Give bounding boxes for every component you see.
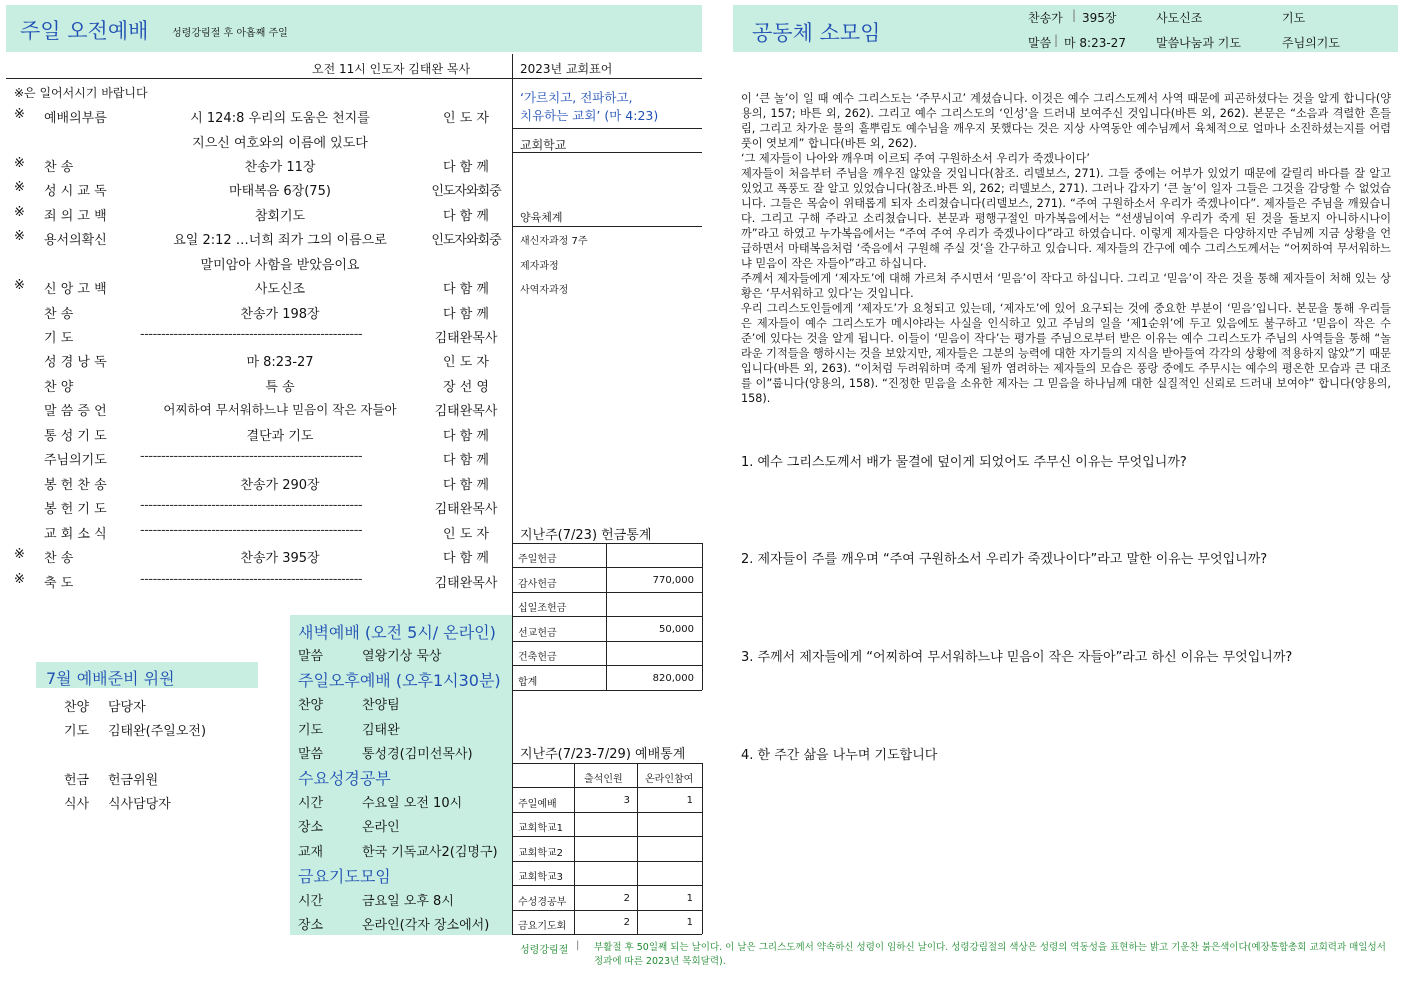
item-content: 참회기도	[254, 209, 306, 224]
friday-value: 금요일 오후 8시	[362, 894, 454, 909]
afternoon-value: 찬양팀	[362, 698, 400, 713]
divider	[637, 763, 638, 934]
attendance-title: 지난주(7/23-7/29) 예배통계	[520, 747, 686, 762]
edu-item: 새신자과정 7주	[520, 236, 588, 247]
afternoon-value: 김태완	[362, 723, 400, 738]
item-name: 성 경 낭 독	[44, 355, 107, 370]
service-row	[0, 274, 512, 298]
item-name: 봉 헌 찬 송	[44, 478, 107, 493]
item-content: 지으신 여호와의 이름에 있도다	[192, 136, 368, 151]
online-count: 1	[686, 917, 693, 928]
item-content: 요일 2:12 …너희 죄가 그의 이름으로	[173, 233, 387, 248]
item-name: 죄 의 고 백	[44, 209, 107, 224]
offering-label: 합계	[518, 677, 538, 688]
motto-line1: ‘가르치고, 전파하고,	[520, 90, 633, 105]
discussion-question: 1. 예수 그리스도께서 배가 물결에 덮이게 되었어도 주무신 이유는 무엇입니까?	[741, 455, 1187, 470]
attendance-count: 2	[623, 917, 630, 928]
item-name: 찬 송	[44, 307, 74, 322]
item-leader: 인 도 자	[443, 355, 489, 370]
item-name: 찬 양	[44, 380, 74, 395]
committee-value: 담당자	[108, 700, 146, 715]
meditation-paragraph: 이 ‘큰 놀’이 일 때 예수 그리스도는 ‘주무시고’ 계셨습니다. 이것은 예수 그리스도께서 사역 때문에 피곤하셨다는 것을 알게 합니다(양용의, 157; 바튼 외, 262). 그리고 예수 그리스도의 ‘인성’을 드러내 보여주신 것입니다(바튼 외, 262). 본문은 “소음과 격렬한 흔들림, 그리고 차가운 물의 흩뿌림도 예수님을 깨우지 못했다는 것은 지상 사역동안 예수님께서 육체적으로 얼마나 소진하셨는지를 어렴풋이 엿보게” 합니다(바튼 외, 262).	[741, 92, 1391, 150]
discussion-question: 2. 제자들이 주를 깨우며 “주여 구원하소서 우리가 죽겠나이다”라고 말한 이유는 무엇입니까?	[741, 552, 1268, 567]
item-leader: 인도자와회중	[431, 184, 501, 199]
service-row	[0, 201, 512, 225]
item-content: 특 송	[265, 380, 295, 395]
attendance-label: 금요기도회	[518, 921, 567, 932]
committee-key: 식사	[64, 797, 90, 812]
divider	[6, 78, 702, 79]
divider	[512, 665, 702, 666]
word-label: 말씀	[1028, 36, 1052, 50]
committee-key: 기도	[64, 724, 90, 739]
offering-amount: 820,000	[652, 673, 694, 684]
wednesday-key: 장소	[298, 820, 324, 835]
dawn-key: 말씀	[298, 649, 324, 664]
item-leader: 인 도 자	[443, 527, 489, 542]
small-group-title: 공동체 소모임	[752, 21, 881, 45]
footer-label: 성령강림절	[520, 945, 569, 956]
service-time-leader: 오전 11시 인도자 김태완 목사	[312, 62, 471, 76]
divider	[606, 543, 607, 690]
edu-label: 양육체계	[520, 211, 563, 224]
item-leader: 인 도 자	[443, 111, 489, 126]
offering-label: 주일헌금	[518, 554, 557, 565]
item-content: 찬송가 290장	[240, 478, 320, 493]
service-row	[0, 372, 512, 396]
divider	[512, 641, 702, 642]
service-row	[0, 421, 512, 445]
item-name: 통 성 기 도	[44, 429, 107, 444]
stand-mark: ※	[14, 156, 25, 171]
item-content: 찬송가 395장	[240, 551, 320, 566]
offering-label: 선교헌금	[518, 628, 557, 639]
service-row	[0, 347, 512, 371]
item-name: 성 시 교 독	[44, 184, 107, 199]
friday-prayer-title: 금요기도모임	[298, 867, 391, 886]
service-row	[0, 128, 512, 152]
item-content: 시 124:8 우리의 도움은 천지를	[190, 111, 370, 126]
divider	[512, 592, 702, 593]
stand-mark: ※	[14, 180, 25, 195]
afternoon-key: 기도	[298, 723, 324, 738]
edu-item: 제자과정	[520, 261, 559, 272]
service-row	[0, 519, 512, 543]
item-leader: 김태완목사	[434, 331, 498, 346]
word-value: 마 8:23-27	[1064, 36, 1126, 50]
edu-item: 사역자과정	[520, 285, 569, 296]
service-row	[0, 250, 512, 274]
wednesday-key: 시간	[298, 796, 324, 811]
service-row	[0, 494, 512, 518]
divider	[702, 543, 703, 690]
item-leader: 다 함 께	[443, 429, 489, 444]
wednesday-study-title: 수요성경공부	[298, 769, 391, 788]
friday-key: 장소	[298, 918, 324, 933]
item-leader: 인도자와회중	[431, 233, 501, 248]
wednesday-value: 수요일 오전 10시	[362, 796, 463, 811]
attendance-count: 2	[623, 893, 630, 904]
meditation-paragraph: 제자들이 처음부터 주님을 깨우진 않았을 것입니다(참조. 리델보스, 271). 그들 중에는 어부가 있었기 때문에 갈릴리 바다를 잘 알고 있었고 폭풍도 잘 알고 있었습니다(참조.바튼 외, 262; 리델보스, 271). 그러나 갑자기 ‘큰 놀’이 일자 그들은 그것을 감당할 수 없었습니다. 그들은 목숨이 위태롭게 되자 소리쳤습니다(리델보스, 271). “주여 구원하소서 우리가 죽겠나이다”. 제자들은 주님을 깨웠습니다. 그리고 구해 주라고 소리쳤습니다. 본문과 평행구절인 마가복음에서는 “선생님이여 우리가 죽게 된 것을 돌보지 아니하시나이까”라고 하였고 누가복음에서는 “주여 주여 우리가 죽겠나이다”라고 하였습니다. 이렇게 제자들은 다양하지만 주님께 지금 상황을 언급하면서 마태복음처럼 ‘죽음에서 구원해 주실 것’을 간구하고 있습니다. 제자들의 간구에 예수 그리스도께서는 “어찌하여 무서워하느냐 믿음이 작은 자들아”라고 하십니다.	[741, 167, 1391, 270]
item-name: 기 도	[44, 331, 74, 346]
sermon-title: 어찌하여 무서워하느냐 믿음이 작은 자들아	[163, 402, 397, 417]
divider	[512, 128, 702, 129]
lords-prayer: 주님의기도	[1282, 36, 1340, 50]
stand-note: ※은 일어서시기 바랍니다	[14, 86, 148, 100]
divider-mark: |	[1072, 8, 1077, 22]
attendance-count: 3	[623, 795, 630, 806]
stand-mark: ※	[14, 107, 25, 122]
afternoon-service-title: 주일오후예배 (오후1시30분)	[298, 671, 501, 690]
divider	[512, 54, 513, 934]
item-name: 예배의부름	[44, 111, 107, 126]
service-row	[0, 103, 512, 127]
divider	[512, 543, 702, 544]
dashed-filler: -----------------------------------------------------	[140, 572, 363, 587]
attendance-label: 교회학교1	[518, 823, 564, 834]
divider-mark: |	[576, 940, 580, 951]
item-leader: 다 함 께	[443, 160, 489, 175]
page-title: 주일 오전예배	[20, 19, 149, 43]
service-row	[0, 568, 512, 592]
divider	[512, 787, 702, 788]
service-row	[0, 396, 512, 420]
item-name: 찬 송	[44, 551, 74, 566]
item-name: 주님의기도	[44, 453, 107, 468]
service-row	[0, 445, 512, 469]
divider	[574, 763, 575, 934]
offering-label: 감사헌금	[518, 579, 557, 590]
dashed-filler: -----------------------------------------------------	[140, 523, 363, 538]
stand-mark: ※	[14, 229, 25, 244]
afternoon-key: 말씀	[298, 747, 324, 762]
page-subtitle: 성령강림절 후 아홉째 주일	[172, 28, 288, 39]
item-content: 마태복음 6장(75)	[229, 184, 331, 199]
attendance-label: 수성경공부	[518, 897, 567, 908]
offering-amount: 770,000	[652, 575, 694, 586]
service-row	[0, 176, 512, 200]
item-name: 찬 송	[44, 160, 74, 175]
hymn-label: 찬송가	[1028, 11, 1063, 25]
afternoon-key: 찬양	[298, 698, 324, 713]
committee-key: 헌금	[64, 773, 90, 788]
stand-mark: ※	[14, 205, 25, 220]
item-leader: 김태완목사	[434, 404, 498, 419]
dashed-filler: -----------------------------------------------------	[140, 449, 363, 464]
item-name: 용서의확신	[44, 233, 107, 248]
friday-key: 시간	[298, 894, 324, 909]
item-content: 결단과 기도	[246, 429, 314, 444]
school-label: 교회학교	[520, 138, 567, 152]
wednesday-key: 교재	[298, 845, 324, 860]
item-content: 마 8:23-27	[246, 355, 314, 370]
item-content: 사도신조	[254, 282, 306, 297]
online-count: 1	[686, 893, 693, 904]
dashed-filler: -----------------------------------------------------	[140, 327, 363, 342]
divider	[512, 861, 702, 862]
item-content: 찬송가 11장	[244, 160, 316, 175]
item-leader: 다 함 께	[443, 307, 489, 322]
committee-key: 찬양	[64, 700, 90, 715]
creed: 사도신조	[1156, 11, 1203, 25]
meditation-paragraph: 우리 그리스도인들에게 ‘제자도’가 요청되고 있는데, ‘제자도’에 있어 요구되는 것에 중요한 부분이 ‘믿음’입니다. 본문을 통해 우리들은 제자들이 예수 그리스도가 메시야라는 사실을 인식하고 있고 주님의 일을 ‘제1순위’에 두고 있음에도 불구하고 ‘믿음이 작은 수준’에 있다는 것을 알게 됩니다. 이들이 ‘믿음이 작다’는 평가를 주님으로부터 받은 이유는 예수 그리스도가 주님의 사역들을 통해 “놀라운 기적들을 행하시는 것을 보았지만, 제자들은 그분의 능력에 대한 자기들의 지식을 받아들여 각각의 상황에 적용하지 않았”기 때문입니다(바튼 외, 263). “이처럼 두려워하며 죽게 될까 염려하는 제자들의 모습은 풍랑 중에도 주무시는 예수의 평온한 모습과 큰 대조를 이”룹니다(양용의, 158). “진정한 믿음을 소유한 제자는 그 믿음을 하나님께 대한 실질적인 신뢰로 드러내 보여야” 합니다(양용의, 158).	[741, 302, 1391, 405]
item-leader: 김태완목사	[434, 576, 498, 591]
dawn-value: 열왕기상 묵상	[362, 649, 442, 664]
friday-value: 온라인(각자 장소에서)	[362, 918, 490, 933]
divider	[512, 885, 702, 886]
attendance-label: 주일예배	[518, 799, 557, 810]
committee-value: 헌금위원	[108, 773, 159, 788]
service-row	[0, 543, 512, 567]
motto-line2: 치유하는 교회’ (마 4:23)	[520, 108, 659, 123]
divider	[512, 812, 702, 813]
discussion-question: 4. 한 주간 삶을 나누며 기도합니다	[741, 748, 938, 763]
divider	[702, 763, 703, 934]
discussion-question: 3. 주께서 제자들에게 “어찌하여 무서워하느냐 믿음이 작은 자들아”라고 하신 이유는 무엇입니까?	[741, 650, 1293, 665]
service-row	[0, 299, 512, 323]
divider	[512, 910, 702, 911]
stand-mark: ※	[14, 547, 25, 562]
item-content: 찬송가 198장	[240, 307, 320, 322]
divider	[512, 763, 702, 764]
divider	[512, 836, 702, 837]
item-leader: 다 함 께	[443, 282, 489, 297]
item-leader: 김태완목사	[434, 502, 498, 517]
committee-value: 김태완(주일오전)	[108, 724, 207, 739]
service-row	[0, 323, 512, 347]
divider	[512, 934, 702, 935]
col-header: 온라인참여	[645, 774, 694, 785]
online-count: 1	[686, 795, 693, 806]
dashed-filler: -----------------------------------------------------	[140, 498, 363, 513]
stand-mark: ※	[14, 572, 25, 587]
attendance-label: 교회학교2	[518, 848, 564, 859]
meditation-paragraph: 주께서 제자들에게 ‘제자도’에 대해 가르쳐 주시면서 ‘믿음’이 작다고 하십니다. 그리고 ‘믿음’이 작은 것을 통해 제자들이 처해 있는 상황은 ‘무서워하고 있다’는 것입니다.	[741, 272, 1391, 300]
service-row	[0, 225, 512, 249]
divider	[512, 567, 702, 568]
offering-label: 십일조헌금	[518, 603, 567, 614]
item-name: 축 도	[44, 576, 74, 591]
service-row	[0, 152, 512, 176]
item-content: 말미암아 사함을 받았음이요	[200, 258, 360, 273]
col-header: 출석인원	[584, 774, 623, 785]
committee-title: 7월 예배준비 위원	[46, 669, 175, 688]
committee-value: 식사담당자	[108, 797, 171, 812]
item-name: 말 씀 증 언	[44, 404, 107, 419]
motto-year: 2023년 교회표어	[520, 62, 613, 76]
divider	[512, 226, 702, 227]
item-leader: 다 함 께	[443, 551, 489, 566]
item-name: 교 회 소 식	[44, 527, 107, 542]
item-name: 봉 헌 기 도	[44, 502, 107, 517]
divider	[512, 616, 702, 617]
divider-mark: |	[1054, 33, 1059, 47]
footer-text: 부활절 후 50일째 되는 날이다. 이 날은 그리스도께서 약속하신 성령이 임하신 날이다. 성령강림절의 색상은 성령의 역동성을 표현하는 밝고 기운찬 붉은색이다(예장통합총회 교회력과 매일성서정과에 따른 2023년 목회달력).	[594, 942, 1386, 967]
item-leader: 장 선 영	[443, 380, 489, 395]
item-leader: 다 함 께	[443, 453, 489, 468]
afternoon-value: 통성경(김미선목사)	[362, 747, 473, 762]
share: 말씀나눔과 기도	[1156, 36, 1241, 50]
item-name: 신 앙 고 백	[44, 282, 107, 297]
stand-mark: ※	[14, 278, 25, 293]
wednesday-value: 한국 기독교사2(김명구)	[362, 845, 498, 860]
item-leader: 다 함 께	[443, 209, 489, 224]
divider	[512, 690, 702, 691]
dawn-service-title: 새벽예배 (오전 5시/ 온라인)	[298, 623, 496, 642]
hymn-value: 395장	[1082, 11, 1117, 25]
offering-amount: 50,000	[659, 624, 694, 635]
service-row	[0, 470, 512, 494]
offering-title: 지난주(7/23) 헌금통계	[520, 528, 652, 543]
offering-label: 건축헌금	[518, 652, 557, 663]
meditation-paragraph: ‘그 제자들이 나아와 깨우며 이르되 주여 구원하소서 우리가 죽겠나이다’	[741, 152, 1090, 165]
attendance-label: 교회학교3	[518, 872, 564, 883]
prayer: 기도	[1282, 11, 1306, 25]
wednesday-value: 온라인	[362, 820, 400, 835]
item-leader: 다 함 께	[443, 478, 489, 493]
